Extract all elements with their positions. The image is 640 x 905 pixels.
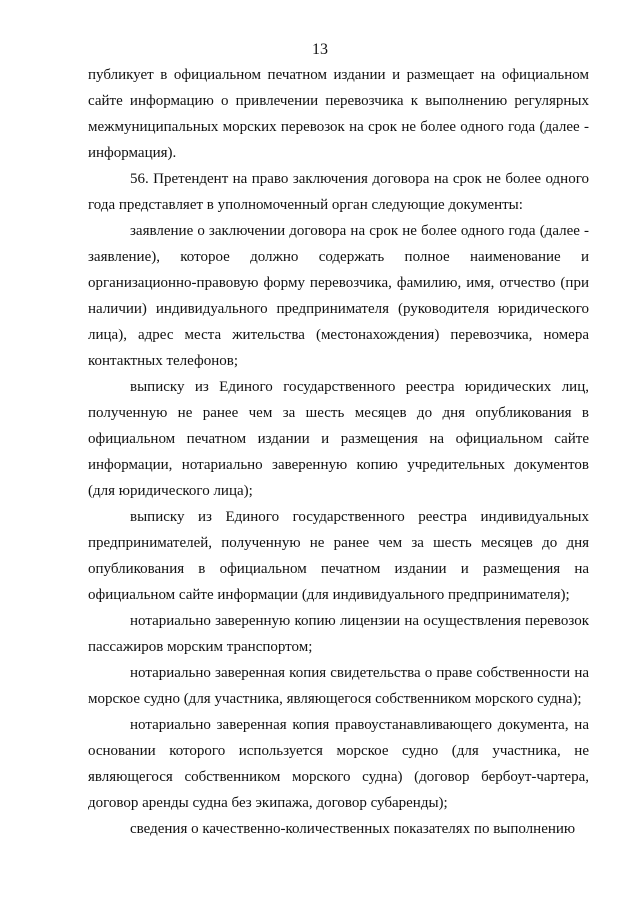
paragraph-application: заявление о заключении договора на срок не более одного года (далее - заявление), которое должно содержать полное наименование и организационно-правовую форму перевозчика, фамилию, имя, отчество (при наличии) индивидуального предпринимателя (руководителя юридического лица), адрес места жительства (местонахождения) перевозчика, номера контактных телефонов;: [88, 223, 589, 369]
paragraph-title-document: нотариально заверенная копия правоустанавливающего документа, на основании которого используется морское судно (для участника, не являющегося собственником морского судна) (договор бербоут-чартера, договор аренды судна без экипажа, договор субаренды);: [88, 717, 589, 811]
paragraph-legal-entity-extract: выписку из Единого государственного реестра юридических лиц, полученную не ранее чем за шесть месяцев до дня опубликования в официальном печатном издании и размещения на официальном сайте информации, нотариально заверенную копию учредительных документов (для юридического лица);: [88, 379, 589, 499]
document-body: [88, 62, 589, 842]
paragraph-continuation: публикует в официальном печатном издании и размещает на официальном сайте информацию о привлечении перевозчика к выполнению регулярных межмуниципальных морских перевозок на срок не более одного года (далее - информация).: [88, 67, 589, 161]
paragraph-ownership-certificate: нотариально заверенная копия свидетельства о праве собственности на морское судно (для участника, являющегося собственником морского судна);: [88, 665, 589, 707]
paragraph-license-copy: нотариально заверенную копию лицензии на осуществления перевозок пассажиров морским транспортом;: [88, 613, 589, 655]
paragraph-item-56: 56. Претендент на право заключения договора на срок не более одного года представляет в уполномоченный орган следующие документы:: [88, 171, 589, 213]
paragraph-entrepreneur-extract: выписку из Единого государственного реестра индивидуальных предпринимателей, полученную не ранее чем за шесть месяцев до дня опубликования в официальном печатном издании и размещения на официальном сайте информации (для индивидуального предпринимателя);: [88, 509, 589, 603]
page-number: 13: [312, 41, 328, 58]
paragraph-performance-info: сведения о качественно-количественных показателях по выполнению: [130, 821, 576, 837]
